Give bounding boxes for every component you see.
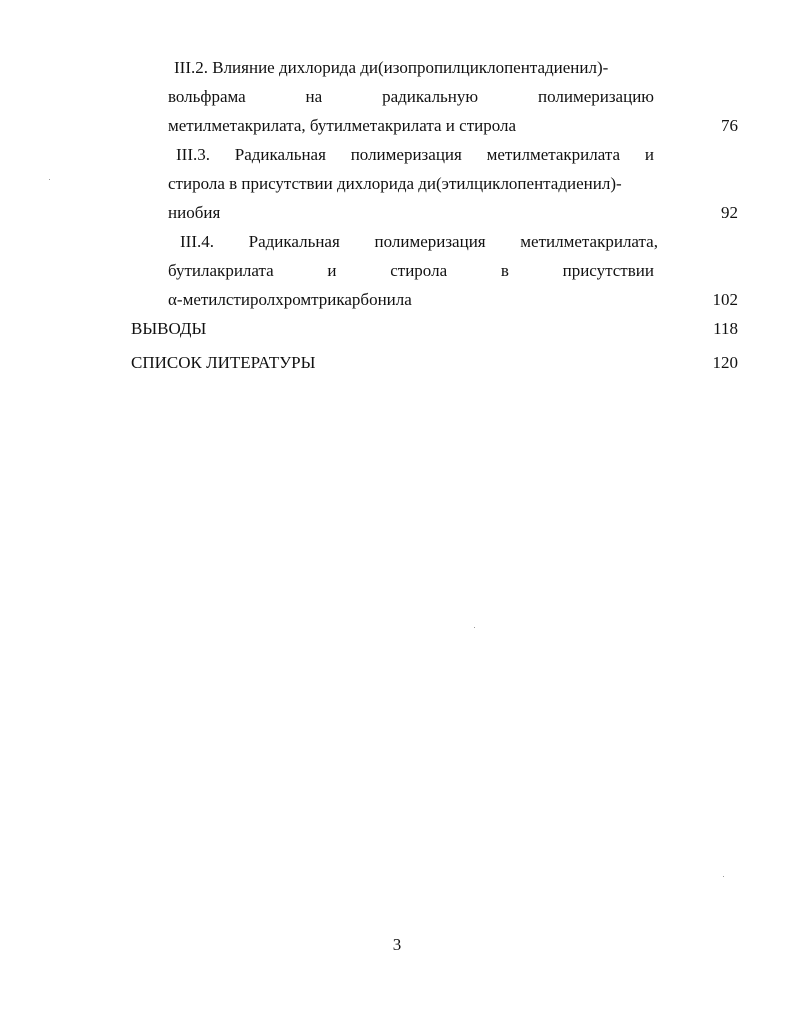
toc-entry-3-3-page-number: 92	[721, 203, 738, 222]
toc-entry-3-3-line-3: ниобия	[168, 203, 221, 222]
word: полимеризация	[374, 232, 486, 251]
scan-speck	[723, 876, 724, 877]
word: Радикальная	[234, 145, 326, 164]
word: радикальную	[382, 87, 479, 106]
page-number: 3	[392, 935, 402, 954]
toc-conclusions-label: ВЫВОДЫ	[131, 319, 207, 338]
word: в	[500, 261, 509, 280]
toc-conclusions-page-number: 118	[713, 319, 738, 338]
word: III.4.	[180, 232, 214, 251]
toc-entry-3-4-line-3: α-метилстиролхромтрикарбонила	[168, 290, 412, 309]
word: полимеризацию	[537, 87, 654, 106]
toc-entry-3-4-line-2	[168, 260, 654, 282]
scan-speck	[49, 179, 50, 180]
toc-entry-3-4-line-1	[180, 231, 658, 253]
word: метилметакрилата,	[520, 232, 658, 251]
toc-references-label: СПИСОК ЛИТЕРАТУРЫ	[131, 353, 316, 372]
toc-entry-3-2-line-1: III.2. Влияние дихлорида ди(изопропилциклопентадиенил)-	[174, 58, 609, 77]
word: бутилакрилата	[168, 261, 274, 280]
toc-entry-3-2-line-3: метилметакрилата, бутилметакрилата и стирола	[168, 116, 517, 135]
scan-speck	[474, 627, 475, 628]
word: полимеризация	[350, 145, 462, 164]
word: Радикальная	[248, 232, 340, 251]
word: присутствии	[562, 261, 654, 280]
word: и	[644, 145, 654, 164]
word: стирола	[390, 261, 448, 280]
toc-entry-3-2-line-2	[168, 86, 654, 108]
toc-entry-3-2-page-number: 76	[721, 116, 738, 135]
word: и	[327, 261, 337, 280]
toc-entry-3-3-line-2: стирола в присутствии дихлорида ди(этилциклопентадиенил)-	[168, 174, 622, 193]
toc-entry-3-3-line-1	[176, 144, 654, 166]
toc-entry-3-4-page-number: 102	[712, 290, 738, 309]
word: вольфрама	[168, 87, 246, 106]
word: III.3.	[176, 145, 210, 164]
word: метилметакрилата	[486, 145, 621, 164]
word: на	[305, 87, 323, 106]
toc-references-page-number: 120	[712, 353, 738, 372]
